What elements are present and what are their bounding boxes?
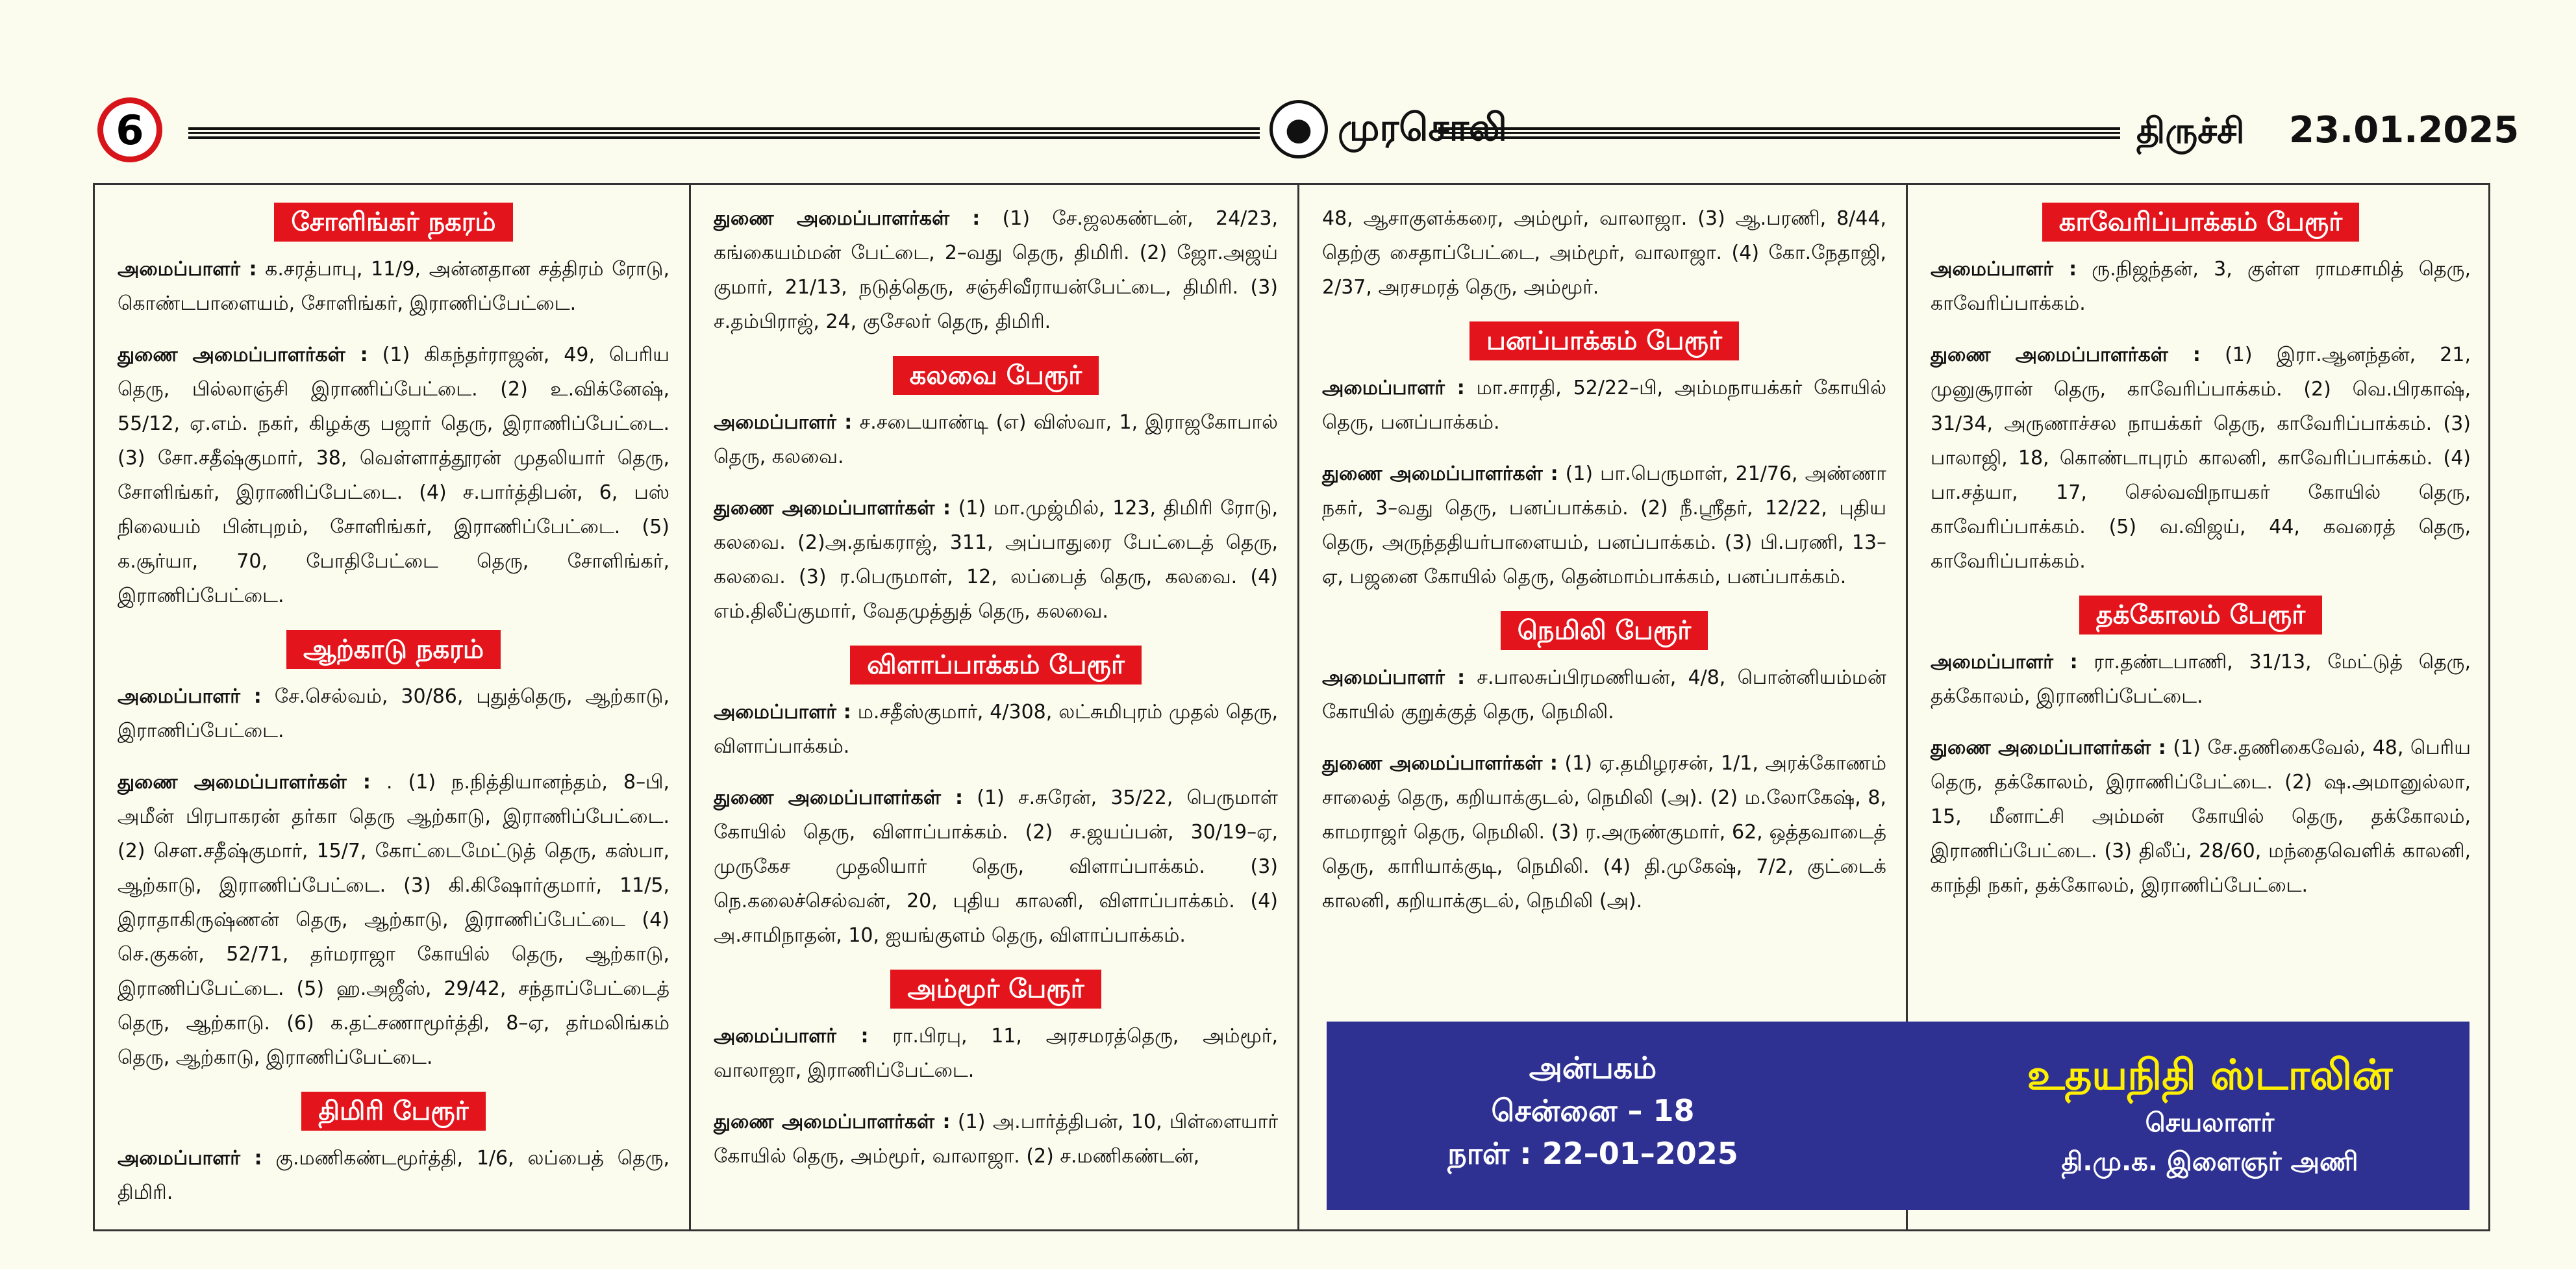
- role-label: அமைப்பாளர் :: [1322, 666, 1466, 689]
- area-heading: [714, 970, 1278, 1009]
- appointee-entry: [1931, 252, 2471, 321]
- appointee-details: (1) அ.பார்த்திபன், 10, பிள்ளையார் கோயில் தெரு, அம்மூர், வாலாஜா. (2) ச.மணிகண்டன்,: [714, 1111, 1278, 1168]
- appointee-details: (1) கிகந்தர்ராஜன், 49, பெரிய தெரு, பில்லாஞ்சி இராணிப்பேட்டை. (2) உ.விக்னேஷ், 55/12, ஏ.எம். நகர், கிழக்கு பஜார் தெரு, இராணிப்பேட்டை. (3) சோ.சதீஷ்குமார், 38, வெள்ளாத்தூரன் முதலியார் தெரு, சோளிங்கர், இராணிப்பேட்டை. (4) ச.பார்த்திபன், 6, பஸ் நிலையம் பின்புறம், சோளிங்கர், இராணிப்பேட்டை. (5) க.சூர்யா, 70, போதிபேட்டை தெரு, சோளிங்கர், இராணிப்பேட்டை.: [118, 344, 669, 607]
- notice-signatory: [1976, 1048, 2444, 1181]
- appointee-details: ச.பாலசுப்பிரமணியன், 4/8, பொன்னியம்மன் கோயில் குறுக்குத் தெரு, நெமிலி.: [1322, 666, 1886, 723]
- area-section: [118, 1092, 669, 1210]
- area-section: [1931, 596, 2471, 903]
- area-section: [118, 630, 669, 1075]
- appointee-entry: [118, 1141, 669, 1210]
- role-label: அமைப்பாளர் :: [1931, 651, 2078, 673]
- area-heading-label: கலவை பேரூர்: [893, 356, 1099, 395]
- notice-origin: [1327, 1046, 1859, 1175]
- appointee-entry: [714, 781, 1278, 953]
- appointee-entry: [714, 491, 1278, 629]
- signatory-title: செயலாளர்: [2145, 1108, 2275, 1138]
- appointee-entry: [1322, 371, 1886, 440]
- area-section: [1322, 611, 1886, 918]
- area-heading: [714, 356, 1278, 395]
- appointee-entry: [714, 1105, 1278, 1174]
- edition-date: 23.01.2025: [2289, 109, 2520, 151]
- area-section: [714, 970, 1278, 1174]
- page-number: 6: [97, 97, 162, 162]
- newspaper-name: முரசொலி: [1338, 105, 1507, 149]
- area-section: [714, 356, 1278, 629]
- appointee-entry: [1931, 731, 2471, 903]
- appointee-details: (1) ச.சுரேன், 35/22, பெருமாள் கோயில் தெரு, விளாப்பாக்கம். (2) ச.ஜயப்பன், 30/19–ஏ, முருகேச முதலியார் தெரு, விளாப்பாக்கம். (3) நெ.கலைச்செல்வன், 20, புதிய காலனி, விளாப்பாக்கம். (4) அ.சாமிநாதன், 10, ஐயங்குளம் தெரு, விளாப்பாக்கம்.: [714, 786, 1278, 947]
- area-section: [118, 203, 669, 613]
- appointee-entry: [1322, 201, 1886, 305]
- area-heading: [118, 203, 669, 242]
- area-heading-label: காவேரிப்பாக்கம் பேரூர்: [2042, 203, 2359, 242]
- appointee-details: ச.சடையாண்டி (எ) விஸ்வா, 1, இராஜகோபால் தெரு, கலவை.: [714, 411, 1278, 468]
- role-label: அமைப்பாளர் :: [118, 685, 262, 708]
- area-section: [1931, 203, 2471, 579]
- area-heading-label: அம்மூர் பேரூர்: [890, 970, 1101, 1009]
- role-label: அமைப்பாளர் :: [118, 1147, 262, 1170]
- role-label: துணை அமைப்பாளர்கள் :: [714, 497, 951, 520]
- column-2: [689, 183, 1297, 1231]
- appointee-details: ம.சதீஸ்குமார், 4/308, லட்சுமிபுரம் முதல் தெரு, விளாப்பாக்கம்.: [714, 701, 1278, 758]
- signatory-name: உதயநிதி ஸ்டாலின்: [2027, 1051, 2393, 1099]
- masthead-rule-right: [1438, 127, 2120, 139]
- area-heading: [1322, 611, 1886, 650]
- area-heading-label: விளாப்பாக்கம் பேரூர்: [850, 646, 1142, 685]
- notice-place: அன்பகம்: [1529, 1050, 1657, 1085]
- role-label: அமைப்பாளர் :: [1931, 258, 2077, 281]
- role-label: துணை அமைப்பாளர்கள் :: [1931, 344, 2201, 366]
- appointee-details: 48, ஆசாகுளக்கரை, அம்மூர், வாலாஜா. (3) ஆ.பரணி, 8/44, தெற்கு சைதாப்பேட்டை, அம்மூர், வாலாஜா. (4) கோ.நேதாஜி, 2/37, அரசமரத் தெரு, அம்மூர்.: [1322, 207, 1886, 299]
- appointee-entry: [118, 252, 669, 321]
- area-section: [1322, 321, 1886, 594]
- appointee-entry: [118, 679, 669, 748]
- notice-city: சென்னை – 18: [1491, 1093, 1695, 1128]
- area-heading: [118, 630, 669, 669]
- masthead-rule-left: [188, 127, 1260, 139]
- notice-date: நாள் : 22–01–2025: [1447, 1136, 1738, 1171]
- signatory-organisation: தி.மு.க. இளைஞர் அணி: [2061, 1147, 2358, 1177]
- appointee-details: (1) இரா.ஆனந்தன், 21, முனுசூரான் தெரு, காவேரிப்பாக்கம். (2) வெ.பிரகாஷ், 31/34, அருணாச்சல நாயக்கர் தெரு, காவேரிப்பாக்கம். (3) பாலாஜி, 18, கொண்டாபுரம் காலனி, காவேரிப்பாக்கம். (4) பா.சத்யா, 17, செல்வவிநாயகர் கோயில் தெரு, காவேரிப்பாக்கம். (5) வ.விஜய், 44, கவரைத் தெரு, காவேரிப்பாக்கம்.: [1931, 344, 2471, 573]
- role-label: துணை அமைப்பாளர்கள் :: [1322, 752, 1558, 775]
- role-label: துணை அமைப்பாளர்கள் :: [118, 344, 368, 366]
- area-section: [714, 646, 1278, 953]
- appointee-details: (1) மா.முஜ்மில், 123, திமிரி ரோடு, கலவை. (2)அ.தங்கராஜ், 311, அப்பாதுரை பேட்டைத் தெரு, கலவை. (3) ர.பெருமாள், 12, லப்பைத் தெரு, கலவை. (4) எம்.திலீப்குமார், வேதமுத்துத் தெரு, கலவை.: [714, 497, 1278, 623]
- appointee-details: மா.சாரதி, 52/22–பி, அம்மநாயக்கர் கோயில் தெரு, பனப்பாக்கம்.: [1322, 377, 1886, 434]
- area-section: [714, 201, 1278, 339]
- role-label: அமைப்பாளர் :: [118, 258, 257, 281]
- appointee-details: க.சரத்பாபு, 11/9, அன்னதான சத்திரம் ரோடு, கொண்டபாளையம், சோளிங்கர், இராணிப்பேட்டை.: [118, 258, 669, 315]
- area-heading: [714, 646, 1278, 685]
- appointee-details: ரு.நிஜந்தன், 3, குள்ள ராமசாமித் தெரு, காவேரிப்பாக்கம்.: [1931, 258, 2471, 315]
- column-1: [93, 183, 689, 1231]
- area-heading: [118, 1092, 669, 1131]
- newspaper-logo-icon: ●: [1269, 100, 1328, 158]
- appointee-entry: [118, 765, 669, 1075]
- role-label: துணை அமைப்பாளர்கள் :: [714, 786, 964, 809]
- appointee-details: ரா.பிரபு, 11, அரசமரத்தெரு, அம்மூர், வாலாஜா, இராணிப்பேட்டை.: [714, 1025, 1278, 1082]
- role-label: துணை அமைப்பாளர்கள் :: [1322, 462, 1558, 485]
- area-heading: [1322, 321, 1886, 360]
- appointee-entry: [1931, 338, 2471, 579]
- appointee-details: (1) பா.பெருமாள், 21/76, அண்ணா நகர், 3–வது தெரு, பனப்பாக்கம். (2) நீ.ஸ்ரீதர், 12/22, புதிய தெரு, அருந்ததியர்பாளையம், பனப்பாக்கம். (3) பி.பரணி, 13–ஏ, பஜனை கோயில் தெரு, தென்மாம்பாக்கம், பனப்பாக்கம்.: [1322, 462, 1886, 588]
- area-heading-label: சோளிங்கர் நகரம்: [274, 203, 512, 242]
- appointee-entry: [118, 338, 669, 613]
- official-notice: [1327, 1022, 2470, 1210]
- role-label: அமைப்பாளர் :: [714, 701, 851, 723]
- masthead: [97, 97, 2520, 169]
- appointee-details: ரா.தண்டபாணி, 31/13, மேட்டுத் தெரு, தக்கோலம், இராணிப்பேட்டை.: [1931, 651, 2471, 708]
- appointee-details: சே.செல்வம், 30/86, புதுத்தெரு, ஆற்காடு, இராணிப்பேட்டை.: [118, 685, 669, 742]
- area-heading-label: ஆற்காடு நகரம்: [286, 630, 501, 669]
- area-heading-label: தக்கோலம் பேரூர்: [2079, 596, 2322, 634]
- area-section: [1322, 201, 1886, 305]
- role-label: அமைப்பாளர் :: [714, 1025, 869, 1048]
- appointee-details: (1) ஏ.தமிழரசன், 1/1, அரக்கோணம் சாலைத் தெரு, கறியாக்குடல், நெமிலி (அ). (2) ம.லோகேஷ், 8, காமராஜர் தெரு, நெமிலி. (3) ர.அருண்குமார், 62, ஒத்தவாடைத் தெரு, காரியாக்குடி, நெமிலி. (4) தி.முகேஷ், 7/2, குட்டைக் காலனி, கறியாக்குடல், நெமிலி (அ).: [1322, 752, 1886, 912]
- role-label: துணை அமைப்பாளர்கள் :: [118, 771, 371, 794]
- area-heading-label: பனப்பாக்கம் பேரூர்: [1469, 321, 1739, 360]
- area-heading: [1931, 203, 2471, 242]
- role-label: அமைப்பாளர் :: [1322, 377, 1465, 399]
- appointee-entry: [1322, 660, 1886, 729]
- appointee-details: . (1) ந.நித்தியானந்தம், 8–பி, அமீன் பிரபாகரன் தர்கா தெரு ஆற்காடு, இராணிப்பேட்டை. (2) சௌ.சதீஷ்குமார், 15/7, கோட்டைமேட்டுத் தெரு, கஸ்பா, ஆற்காடு, இராணிப்பேட்டை. (3) கி.கிஷோர்குமார், 11/5, இராதாகிருஷ்ணன் தெரு, ஆற்காடு, இராணிப்பேட்டை (4) செ.குகன், 52/71, தர்மராஜா கோயில் தெரு, ஆற்காடு, இராணிப்பேட்டை. (5) ஹ.அஜீஸ், 29/42, சந்தாப்பேட்டைத் தெரு, ஆற்காடு. (6) க.தட்சணாமூர்த்தி, 8–ஏ, தர்மலிங்கம் தெரு, ஆற்காடு, இராணிப்பேட்டை.: [118, 771, 669, 1069]
- appointee-details: கு.மணிகண்டமூர்த்தி, 1/6, லப்பைத் தெரு, திமிரி.: [118, 1147, 669, 1204]
- appointee-entry: [1322, 457, 1886, 594]
- appointee-entry: [1931, 645, 2471, 714]
- role-label: அமைப்பாளர் :: [714, 411, 853, 434]
- appointee-entry: [714, 405, 1278, 474]
- area-heading: [1931, 596, 2471, 634]
- appointee-entry: [714, 695, 1278, 764]
- edition-city: திருச்சி: [2136, 110, 2245, 151]
- role-label: துணை அமைப்பாளர்கள் :: [1931, 736, 2166, 759]
- appointee-entry: [714, 201, 1278, 339]
- role-label: துணை அமைப்பாளர்கள் :: [714, 207, 981, 230]
- appointee-entry: [714, 1019, 1278, 1088]
- role-label: துணை அமைப்பாளர்கள் :: [714, 1111, 951, 1133]
- appointee-entry: [1322, 746, 1886, 918]
- appointee-details: (1) சே.ஜலகண்டன், 24/23, கங்கையம்மன் பேட்டை, 2–வது தெரு, திமிரி. (2) ஜோ.அஜய் குமார், 21/13, நடுத்தெரு, சஞ்சிவீராயன்பேட்டை, திமிரி. (3) ச.தம்பிராஜ், 24, குசேலர் தெரு, திமிரி.: [714, 207, 1278, 333]
- appointee-details: (1) சே.தணிகைவேல், 48, பெரிய தெரு, தக்கோலம், இராணிப்பேட்டை. (2) ஷ.அமானுல்லா, 15, மீனாட்சி அம்மன் கோயில் தெரு, தக்கோலம், இராணிப்பேட்டை. (3) திலீப், 28/60, மந்தைவெளிக் காலனி, காந்தி நகர், தக்கோலம், இராணிப்பேட்டை.: [1931, 736, 2471, 897]
- area-heading-label: திமிரி பேரூர்: [301, 1092, 485, 1131]
- area-heading-label: நெமிலி பேரூர்: [1501, 611, 1708, 650]
